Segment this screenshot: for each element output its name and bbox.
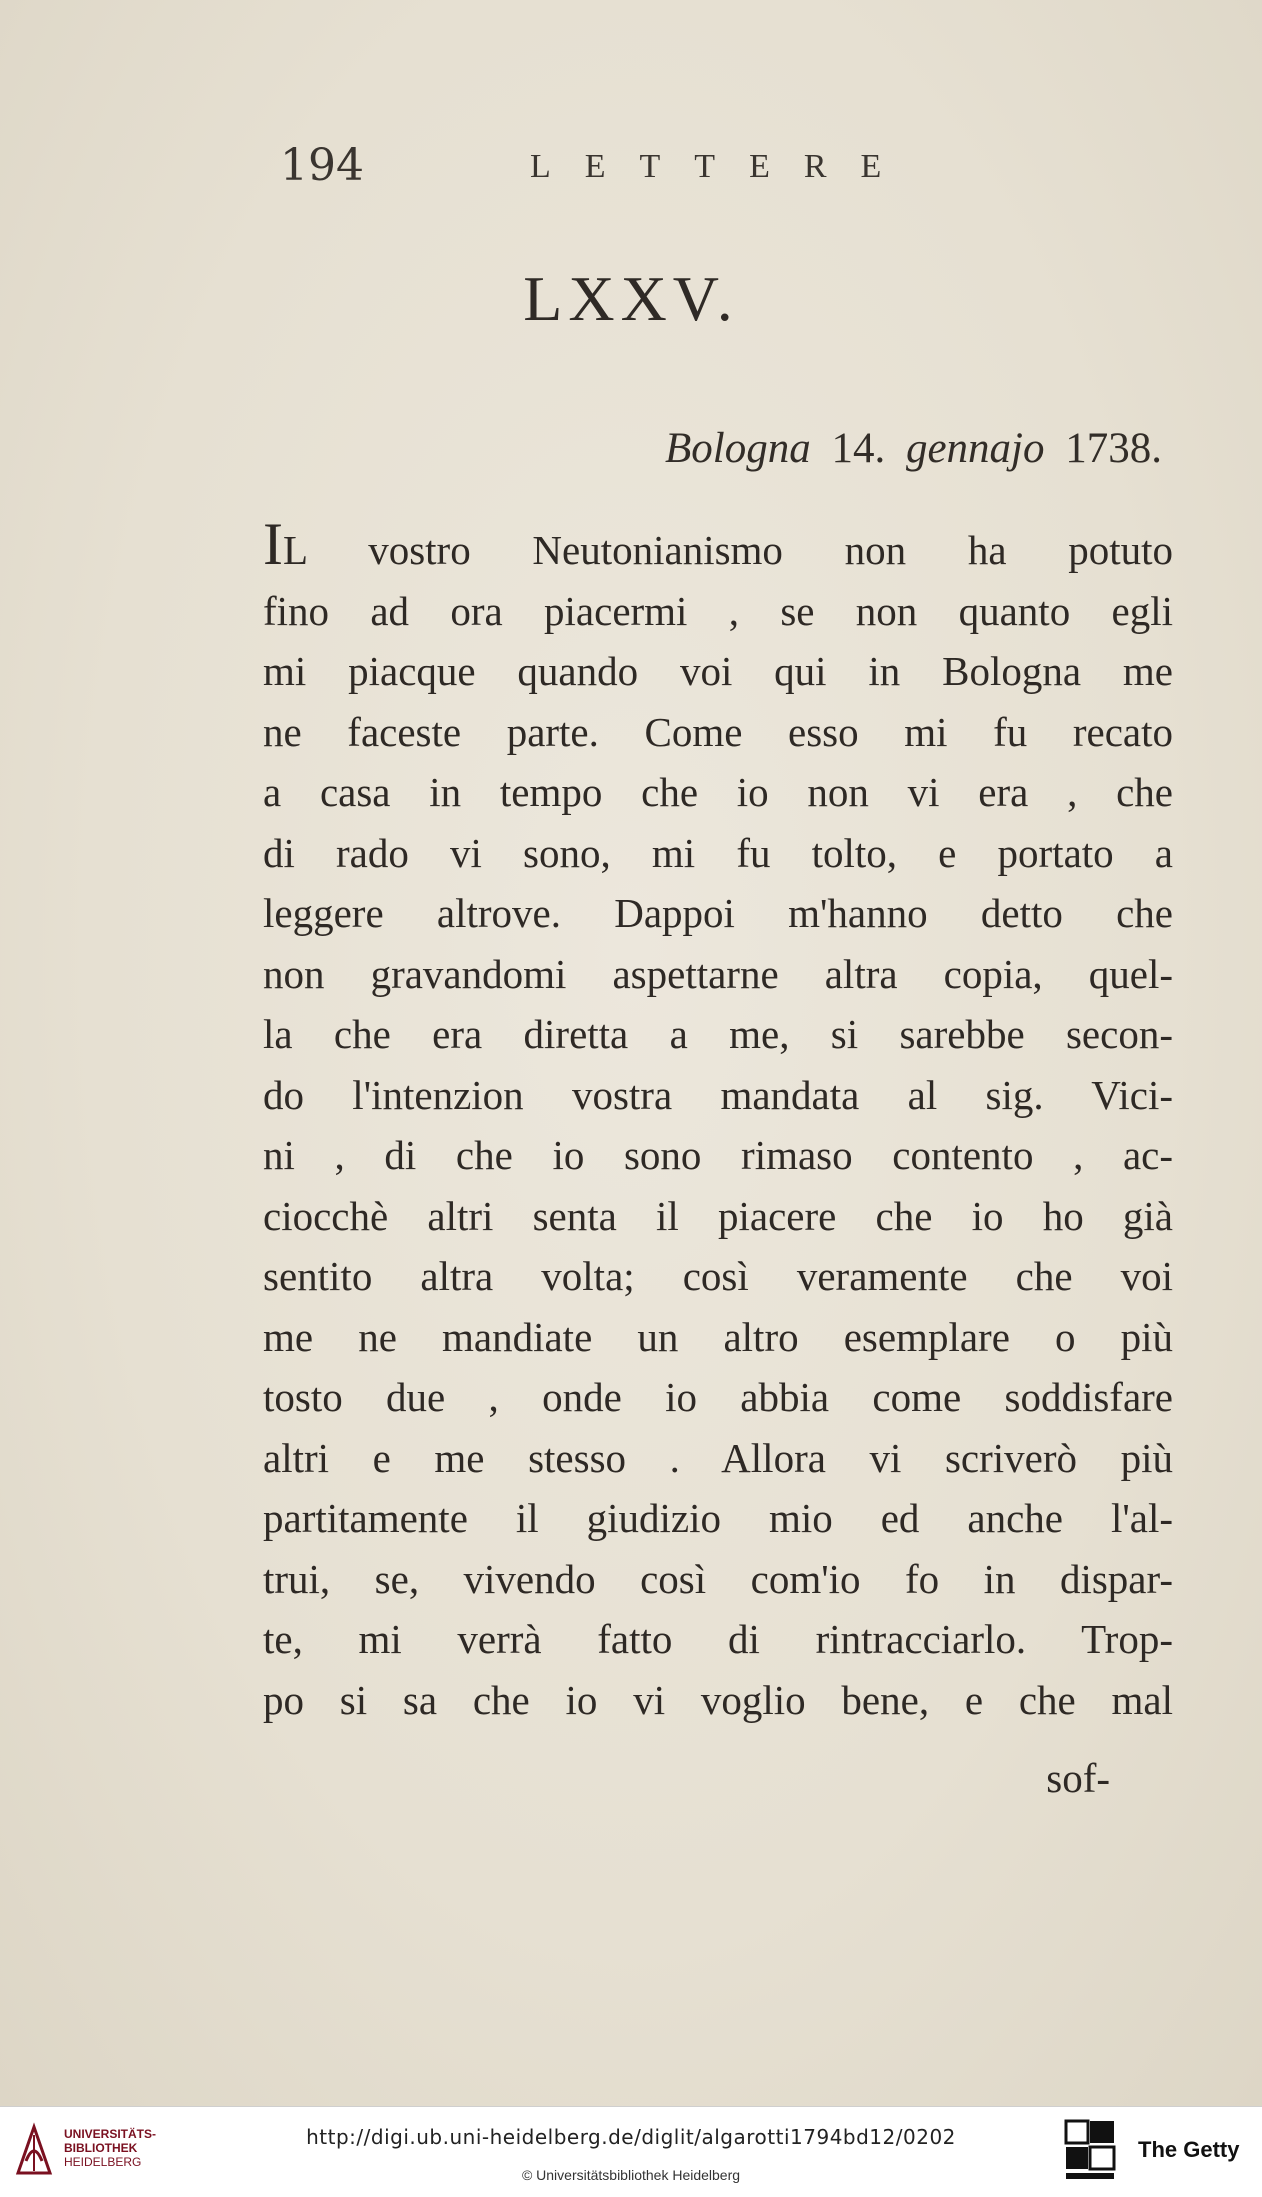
text-line: mi piacque quando voi qui in Bologna me xyxy=(263,648,1173,694)
text-line: partitamente il giudizio mio ed anche l'al- xyxy=(263,1495,1173,1541)
text-line: tosto due , onde io abbia come soddisfare xyxy=(263,1374,1173,1420)
text-line: a casa in tempo che io non vi era , che xyxy=(263,769,1173,815)
date-day: 14. xyxy=(831,425,886,472)
footer-bar xyxy=(0,2106,1262,2197)
text-line: te, mi verrà fatto di rintracciarlo. Trop- xyxy=(263,1616,1173,1662)
getty-logo-icon xyxy=(1064,2119,1116,2183)
date-place: Bologna xyxy=(664,425,811,472)
catchword: sof- xyxy=(1046,1755,1110,1801)
sponsor-name: The Getty xyxy=(1138,2137,1240,2162)
text-line: ciocchè altri senta il piacere che io ho già xyxy=(263,1192,1173,1239)
text-line: non gravandomi aspettarne altra copia, quel- xyxy=(263,950,1173,997)
page-number: 194 xyxy=(280,140,364,191)
running-title: LETTERE xyxy=(530,148,916,185)
text-line: altri e me stesso . Allora vi scriverò più xyxy=(263,1434,1173,1481)
running-head xyxy=(280,140,980,200)
drop-cap: I xyxy=(263,511,283,577)
text-line: fino ad ora piacermi , se non quanto egli xyxy=(263,587,1173,634)
text-line: do l'intenzion vostra mandata al sig. Vici- xyxy=(263,1071,1173,1118)
date-month: gennajo xyxy=(905,425,1045,472)
library-name: UNIVERSITÄTS- BIBLIOTHEK HEIDELBERG xyxy=(64,2127,157,2169)
permalink-url[interactable]: http://digi.ub.uni-heidelberg.de/diglit/algarotti1794bd12/0202 xyxy=(306,2125,956,2149)
text-line: leggere altrove. Dappoi m'hanno detto che xyxy=(263,890,1173,936)
text-line: po si sa che io vi voglio bene, e che mal xyxy=(263,1676,1173,1723)
dateline xyxy=(665,424,1162,473)
letter-body xyxy=(263,511,1173,1730)
text-line: trui, se, vivendo così com'io fo in dispar- xyxy=(263,1555,1173,1602)
copyright-notice: © Universitätsbibliothek Heidelberg xyxy=(521,2167,741,2183)
text-line: ne faceste parte. Come esso mi fu recato xyxy=(263,708,1173,755)
text-line: IL vostro Neutonianismo non ha potuto xyxy=(263,511,1173,577)
text-line: me ne mandiate un altro esemplare o più xyxy=(263,1313,1173,1360)
date-year: 1738. xyxy=(1065,425,1162,472)
letter-number: LXXV. xyxy=(523,263,739,334)
text-line: la che era diretta a me, si sarebbe secon- xyxy=(263,1011,1173,1057)
text-line: sentito altra volta; così veramente che voi xyxy=(263,1253,1173,1299)
text-line: di rado vi sono, mi fu tolto, e portato a xyxy=(263,829,1173,876)
text-line: ni , di che io sono rimaso contento , ac- xyxy=(263,1132,1173,1178)
